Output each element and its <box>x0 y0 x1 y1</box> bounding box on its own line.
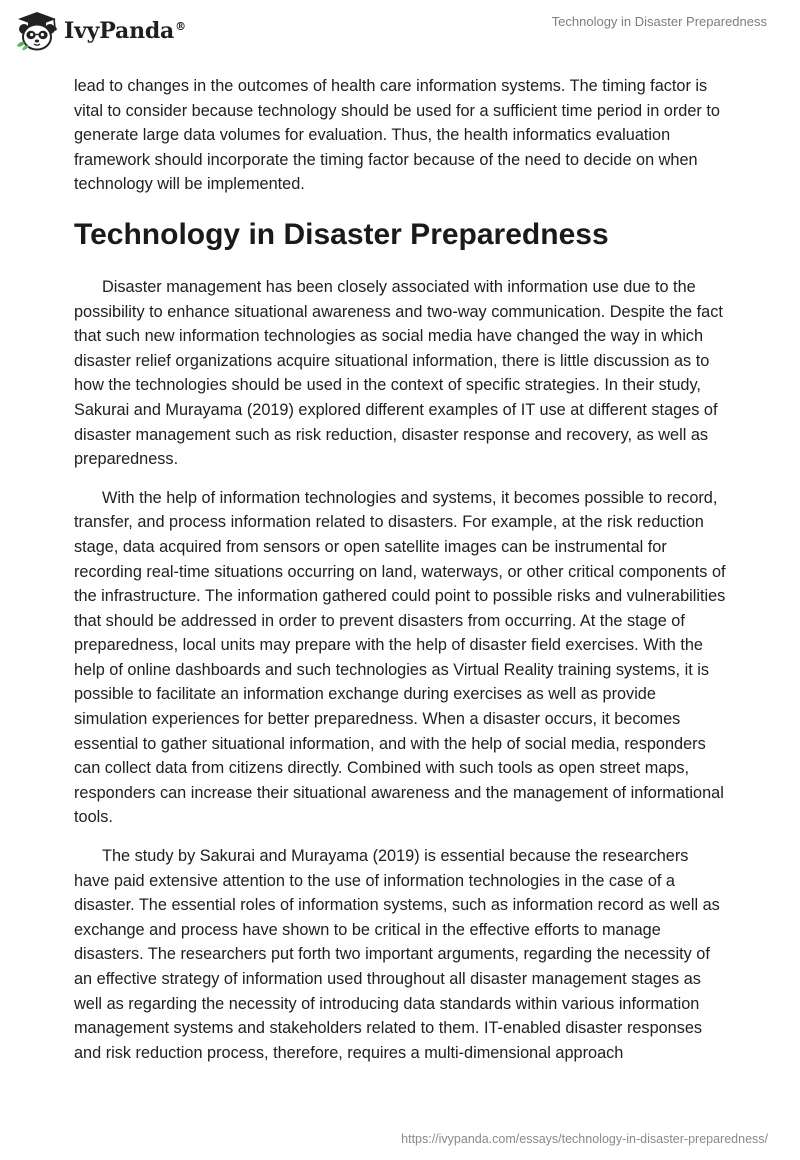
body-paragraph-1: Disaster management has been closely associated with information use due to the possibility to enhance situational awareness and two-way communication. Despite the fact that such new information technologies as social media have changed the way in which disaster relief organizations acquire situational information, there is little discussion as to how the technologies should be used in the context of specific strategies. In their study, Sakurai and Murayama (2019) explored different examples of IT use at different stages of disaster management such as risk reduction, disaster response and recovery, as well as preparedness. <box>74 277 723 469</box>
page-header <box>0 0 800 60</box>
continuation-paragraph: lead to changes in the outcomes of health care information systems. The timing factor is vital to consider because technology should be used for a sufficient time period in order to generate large data volumes for evaluation. Thus, the health informatics evaluation framework should incorporate the timing factor because of the need to decide on when technology will be implemented. <box>74 77 720 194</box>
brand-logo[interactable] <box>14 10 186 52</box>
registered-mark: ® <box>175 19 186 33</box>
body-paragraph-3: The study by Sakurai and Murayama (2019) is essential because the researchers have paid extensive attention to the use of information technologies in the case of a disaster. The essential roles of information systems, such as information record as well as exchange and process have shown to be critical in the effective efforts to manage disasters. The researchers put forth two important arguments, regarding the necessity of an effective strategy of information used throughout all disaster management stages as well as regarding the necessity of introducing data standards within various information management systems and stakeholders related to them. IT-enabled disaster responses and risk reduction process, therefore, requires a multi-dimensional approach <box>74 847 720 1062</box>
brand-name: IvyPanda® <box>64 18 186 44</box>
panda-graduate-icon <box>14 10 60 52</box>
footer-url[interactable]: https://ivypanda.com/essays/technology-in-disaster-preparedness/ <box>401 1132 768 1146</box>
article-body <box>74 74 726 1079</box>
section-heading: Technology in Disaster Preparedness <box>74 217 609 251</box>
body-paragraph-2: With the help of information technologies and systems, it becomes possible to record, transfer, and process information related to disasters. For example, at the risk reduction stage, data acquired from sensors or open satellite images can be instrumental for recording real-time situations occurring on land, waterways, or other critical components of the infrastructure. The information gathered could point to possible risks and vulnerabilities that should be addressed in order to prevent disasters from occurring. At the stage of preparedness, local units may prepare with the help of disaster field exercises. With the help of online dashboards and such technologies as Virtual Reality training systems, it is possible to facilitate an information exchange during exercises as well as provide simulation experiences for better preparedness. When a disaster occurs, it becomes essential to gather situational information, and with the help of social media, responders can collect data from citizens directly. Combined with such tools as open street maps, responders can increase their situational awareness and the management of informational tools. <box>74 488 726 827</box>
running-title: Technology in Disaster Preparedness <box>551 14 767 29</box>
